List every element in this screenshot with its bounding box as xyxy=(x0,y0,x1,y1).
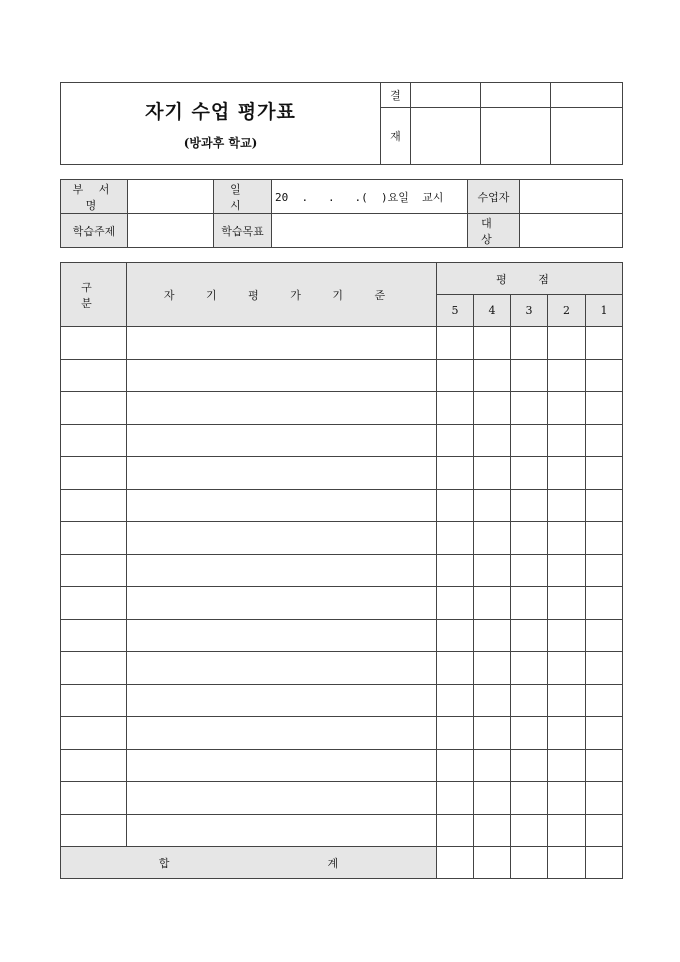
total-score-1-cell[interactable] xyxy=(586,847,623,879)
score-4-cell[interactable] xyxy=(474,392,511,425)
table-row xyxy=(61,424,623,457)
score-5-cell[interactable] xyxy=(437,782,474,815)
score-1-cell[interactable] xyxy=(586,489,623,522)
criteria-cell[interactable] xyxy=(127,684,437,717)
approval-sign-cell-3[interactable] xyxy=(551,108,623,165)
score-3-cell[interactable] xyxy=(511,457,548,490)
score-4-cell[interactable] xyxy=(474,489,511,522)
score-1-cell[interactable] xyxy=(586,359,623,392)
score-4-cell[interactable] xyxy=(474,554,511,587)
score-2-header: 2 xyxy=(548,295,586,327)
score-2-cell[interactable] xyxy=(548,359,586,392)
category-cell[interactable] xyxy=(61,814,127,847)
criteria-cell[interactable] xyxy=(127,619,437,652)
category-cell[interactable] xyxy=(61,489,127,522)
topic-field[interactable] xyxy=(128,214,214,248)
category-cell[interactable] xyxy=(61,554,127,587)
table-row xyxy=(61,522,623,555)
category-cell[interactable] xyxy=(61,749,127,782)
total-label-2: 계 xyxy=(327,856,339,870)
score-5-cell[interactable] xyxy=(437,684,474,717)
score-5-cell[interactable] xyxy=(437,522,474,555)
score-1-cell[interactable] xyxy=(586,619,623,652)
criteria-cell[interactable] xyxy=(127,782,437,815)
score-5-cell[interactable] xyxy=(437,327,474,360)
score-1-cell[interactable] xyxy=(586,424,623,457)
criteria-cell[interactable] xyxy=(127,424,437,457)
approval-title-cell-3[interactable] xyxy=(551,83,623,108)
category-cell[interactable] xyxy=(61,587,127,620)
score-1-cell[interactable] xyxy=(586,684,623,717)
score-2-cell[interactable] xyxy=(548,522,586,555)
criteria-cell[interactable] xyxy=(127,327,437,360)
approval-sign-cell-2[interactable] xyxy=(481,108,551,165)
approval-sign-cell-1[interactable] xyxy=(411,108,481,165)
score-1-cell[interactable] xyxy=(586,522,623,555)
criteria-cell[interactable] xyxy=(127,717,437,750)
score-2-cell[interactable] xyxy=(548,717,586,750)
category-cell[interactable] xyxy=(61,457,127,490)
score-3-cell[interactable] xyxy=(511,359,548,392)
table-row xyxy=(61,457,623,490)
table-row xyxy=(61,327,623,360)
total-score-5-cell[interactable] xyxy=(437,847,474,879)
score-2-cell[interactable] xyxy=(548,749,586,782)
table-row xyxy=(61,489,623,522)
criteria-cell[interactable] xyxy=(127,359,437,392)
score-5-cell[interactable] xyxy=(437,554,474,587)
title-cell xyxy=(61,83,381,165)
score-4-cell[interactable] xyxy=(474,717,511,750)
score-1-cell[interactable] xyxy=(586,587,623,620)
score-3-cell[interactable] xyxy=(511,554,548,587)
criteria-cell[interactable] xyxy=(127,814,437,847)
table-row xyxy=(61,782,623,815)
goal-label: 학습목표 xyxy=(214,214,272,248)
score-3-cell[interactable] xyxy=(511,717,548,750)
score-3-cell[interactable] xyxy=(511,684,548,717)
total-label xyxy=(61,847,437,879)
category-cell[interactable] xyxy=(61,684,127,717)
dept-field[interactable] xyxy=(128,180,214,214)
total-label-1: 합 xyxy=(158,856,170,870)
info-table xyxy=(60,179,623,248)
score-1-cell[interactable] xyxy=(586,327,623,360)
score-1-cell[interactable] xyxy=(586,652,623,685)
goal-field[interactable] xyxy=(272,214,468,248)
table-row xyxy=(61,652,623,685)
score-3-cell[interactable] xyxy=(511,652,548,685)
score-4-cell[interactable] xyxy=(474,587,511,620)
category-cell[interactable] xyxy=(61,782,127,815)
dept-label: 부 서 명 xyxy=(61,180,128,214)
score-2-cell[interactable] xyxy=(548,392,586,425)
score-2-cell[interactable] xyxy=(548,782,586,815)
criteria-cell[interactable] xyxy=(127,652,437,685)
target-label: 대 상 xyxy=(468,214,520,248)
score-5-cell[interactable] xyxy=(437,587,474,620)
target-field[interactable] xyxy=(520,214,623,248)
approval-title-cell-1[interactable] xyxy=(411,83,481,108)
page-title: 자기 수업 평가표 xyxy=(145,100,296,123)
score-5-header: 5 xyxy=(437,295,474,327)
score-3-header: 3 xyxy=(511,295,548,327)
category-cell[interactable] xyxy=(61,359,127,392)
score-3-cell[interactable] xyxy=(511,619,548,652)
evaluation-table xyxy=(60,262,623,879)
category-cell[interactable] xyxy=(61,652,127,685)
category-cell[interactable] xyxy=(61,619,127,652)
criteria-cell[interactable] xyxy=(127,392,437,425)
page-subtitle: (방과후 학교) xyxy=(183,135,258,150)
score-5-cell[interactable] xyxy=(437,717,474,750)
score-4-cell[interactable] xyxy=(474,814,511,847)
criteria-cell[interactable] xyxy=(127,457,437,490)
header-table xyxy=(60,82,623,165)
category-cell[interactable] xyxy=(61,717,127,750)
criteria-cell[interactable] xyxy=(127,587,437,620)
score-3-cell[interactable] xyxy=(511,749,548,782)
score-4-cell[interactable] xyxy=(474,782,511,815)
score-4-cell[interactable] xyxy=(474,619,511,652)
date-field[interactable]: 20 . . .( )요일 교시 xyxy=(272,180,468,214)
score-4-header: 4 xyxy=(474,295,511,327)
score-2-cell[interactable] xyxy=(548,554,586,587)
approval-label-bottom: 재 xyxy=(381,108,411,165)
score-2-cell[interactable] xyxy=(548,457,586,490)
date-label: 일 시 xyxy=(214,180,272,214)
criteria-cell[interactable] xyxy=(127,489,437,522)
score-3-cell[interactable] xyxy=(511,489,548,522)
score-2-cell[interactable] xyxy=(548,489,586,522)
score-2-cell[interactable] xyxy=(548,587,586,620)
table-row xyxy=(61,619,623,652)
score-1-cell[interactable] xyxy=(586,749,623,782)
score-1-cell[interactable] xyxy=(586,457,623,490)
score-5-cell[interactable] xyxy=(437,489,474,522)
score-3-cell[interactable] xyxy=(511,587,548,620)
score-5-cell[interactable] xyxy=(437,392,474,425)
score-4-cell[interactable] xyxy=(474,522,511,555)
table-row xyxy=(61,359,623,392)
score-4-cell[interactable] xyxy=(474,684,511,717)
score-1-cell[interactable] xyxy=(586,717,623,750)
score-5-cell[interactable] xyxy=(437,814,474,847)
table-row xyxy=(61,392,623,425)
score-2-cell[interactable] xyxy=(548,327,586,360)
score-3-cell[interactable] xyxy=(511,424,548,457)
score-5-cell[interactable] xyxy=(437,619,474,652)
score-3-cell[interactable] xyxy=(511,392,548,425)
category-cell[interactable] xyxy=(61,424,127,457)
total-row xyxy=(61,847,623,879)
teacher-label: 수업자 xyxy=(468,180,520,214)
topic-label: 학습주제 xyxy=(61,214,128,248)
score-2-cell[interactable] xyxy=(548,814,586,847)
table-row xyxy=(61,684,623,717)
total-score-2-cell[interactable] xyxy=(548,847,586,879)
teacher-field[interactable] xyxy=(520,180,623,214)
approval-label-top: 결 xyxy=(381,83,411,108)
score-4-cell[interactable] xyxy=(474,652,511,685)
score-5-cell[interactable] xyxy=(437,457,474,490)
table-row xyxy=(61,587,623,620)
score-3-cell[interactable] xyxy=(511,814,548,847)
score-1-header: 1 xyxy=(586,295,623,327)
category-cell[interactable] xyxy=(61,522,127,555)
criteria-cell[interactable] xyxy=(127,522,437,555)
approval-title-cell-2[interactable] xyxy=(481,83,551,108)
table-row xyxy=(61,717,623,750)
table-row xyxy=(61,749,623,782)
category-header: 구 분 xyxy=(61,263,127,327)
score-3-cell[interactable] xyxy=(511,522,548,555)
score-5-cell[interactable] xyxy=(437,424,474,457)
criteria-cell[interactable] xyxy=(127,554,437,587)
criteria-header: 자 기 평 가 기 준 xyxy=(127,263,437,327)
score-4-cell[interactable] xyxy=(474,359,511,392)
score-1-cell[interactable] xyxy=(586,554,623,587)
score-4-cell[interactable] xyxy=(474,749,511,782)
score-2-cell[interactable] xyxy=(548,684,586,717)
score-5-cell[interactable] xyxy=(437,749,474,782)
criteria-cell[interactable] xyxy=(127,749,437,782)
score-3-cell[interactable] xyxy=(511,782,548,815)
category-cell[interactable] xyxy=(61,327,127,360)
score-2-cell[interactable] xyxy=(548,619,586,652)
total-score-4-cell[interactable] xyxy=(474,847,511,879)
table-row xyxy=(61,554,623,587)
score-2-cell[interactable] xyxy=(548,652,586,685)
score-4-cell[interactable] xyxy=(474,457,511,490)
score-1-cell[interactable] xyxy=(586,392,623,425)
score-1-cell[interactable] xyxy=(586,782,623,815)
score-4-cell[interactable] xyxy=(474,327,511,360)
score-4-cell[interactable] xyxy=(474,424,511,457)
score-header: 평 점 xyxy=(437,263,623,295)
category-cell[interactable] xyxy=(61,392,127,425)
score-2-cell[interactable] xyxy=(548,424,586,457)
score-3-cell[interactable] xyxy=(511,327,548,360)
table-row xyxy=(61,814,623,847)
score-1-cell[interactable] xyxy=(586,814,623,847)
score-5-cell[interactable] xyxy=(437,652,474,685)
score-5-cell[interactable] xyxy=(437,359,474,392)
total-score-3-cell[interactable] xyxy=(511,847,548,879)
